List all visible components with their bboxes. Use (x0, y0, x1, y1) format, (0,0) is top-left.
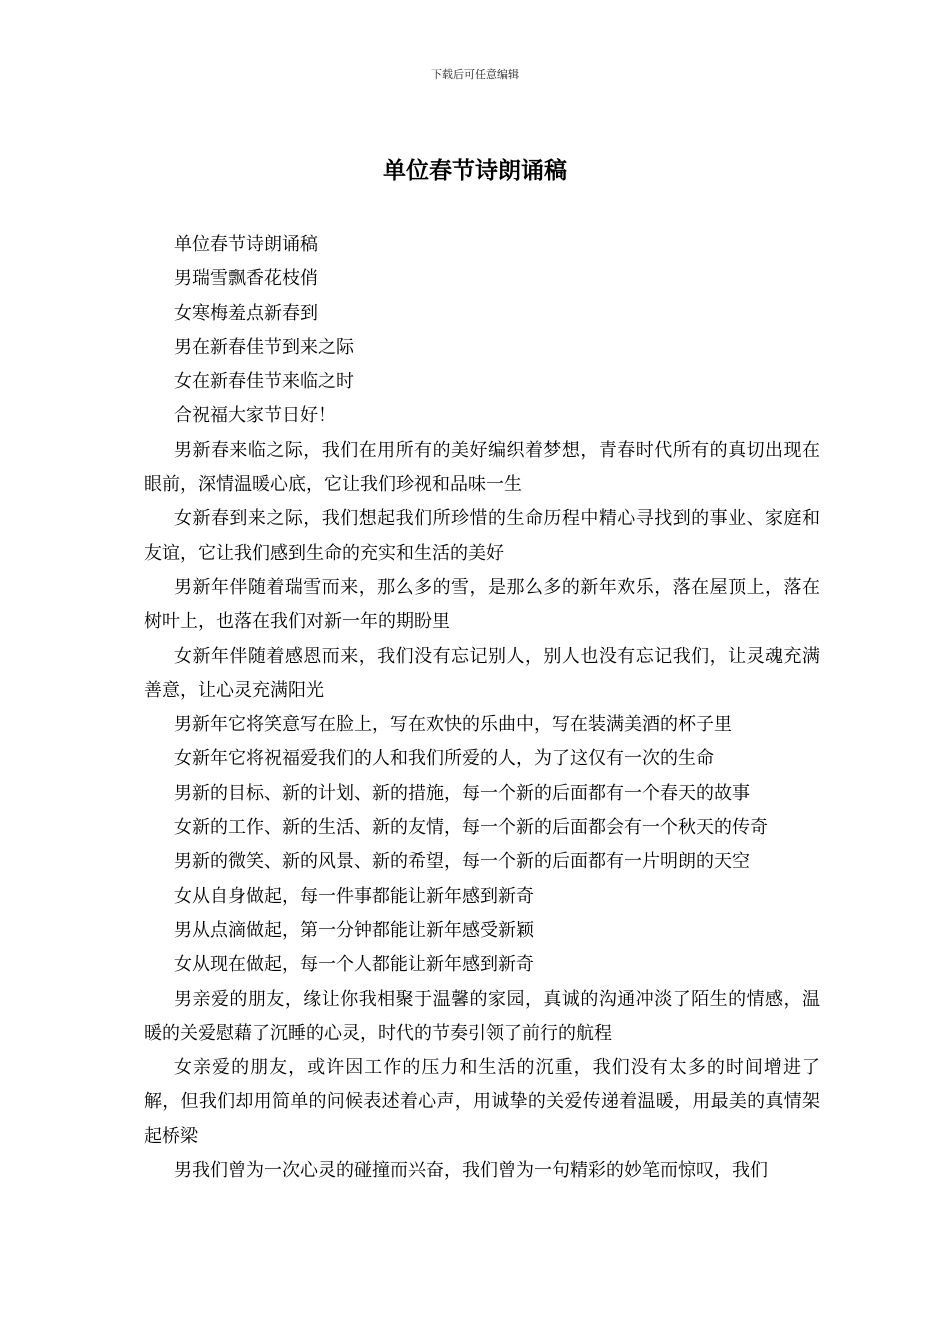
document-body (144, 228, 820, 1188)
header-note: 下载后可任意编辑 (431, 68, 519, 81)
paragraph: 男亲爱的朋友，缘让你我相聚于温馨的家园，真诚的沟通冲淡了陌生的情感，温暖的关爱慰藉了沉睡的心灵，时代的节奏引领了前行的航程 (144, 988, 820, 1044)
paragraph: 合祝福大家节日好！ (174, 405, 336, 427)
paragraph: 女新年它将祝福爱我们的人和我们所爱的人，为了这仅有一次的生命 (174, 748, 714, 770)
paragraph: 女从现在做起，每一个人都能让新年感到新奇 (174, 954, 534, 976)
document-title: 单位春节诗朗诵稿 (383, 157, 567, 184)
paragraph: 男我们曾为一次心灵的碰撞而兴奋，我们曾为一句精彩的妙笔而惊叹，我们 (174, 1160, 768, 1182)
paragraph: 男在新春佳节到来之际 (174, 336, 354, 358)
paragraph: 女新春到来之际，我们想起我们所珍惜的生命历程中精心寻找到的事业、家庭和友谊，它让我们感到生命的充实和生活的美好 (144, 508, 820, 564)
paragraph: 男从点滴做起，第一分钟都能让新年感受新颖 (174, 919, 534, 941)
paragraph: 男新春来临之际，我们在用所有的美好编织着梦想，青春时代所有的真切出现在眼前，深情温暖心底，它让我们珍视和品味一生 (144, 439, 820, 496)
paragraph: 女从自身做起，每一件事都能让新年感到新奇 (174, 885, 534, 907)
paragraph: 男新的微笑、新的风景、新的希望，每一个新的后面都有一片明朗的天空 (174, 851, 750, 873)
paragraph: 女亲爱的朋友，或许因工作的压力和生活的沉重，我们没有太多的时间增进了解，但我们却用简单的问候表述着心声，用诚挚的关爱传递着温暖，用最美的真情架起桥梁 (144, 1057, 820, 1147)
paragraph: 女新的工作、新的生活、新的友情，每一个新的后面都会有一个秋天的传奇 (174, 817, 768, 839)
paragraph: 男新年它将笑意写在脸上，写在欢快的乐曲中，写在装满美酒的杯子里 (174, 714, 732, 736)
paragraph: 男新的目标、新的计划、新的措施，每一个新的后面都有一个春天的故事 (174, 782, 750, 804)
paragraph: 女寒梅羞点新春到 (174, 302, 318, 324)
paragraph: 女在新春佳节来临之时 (174, 371, 354, 393)
paragraph: 女新年伴随着感恩而来，我们没有忘记别人，别人也没有忘记我们，让灵魂充满善意，让心灵充满阳光 (144, 645, 820, 701)
paragraph: 男新年伴随着瑞雪而来，那么多的雪，是那么多的新年欢乐，落在屋顶上，落在树叶上，也落在我们对新一年的期盼里 (144, 576, 820, 633)
paragraph: 单位春节诗朗诵稿 (174, 234, 318, 255)
paragraph: 男瑞雪飘香花枝俏 (174, 268, 318, 290)
